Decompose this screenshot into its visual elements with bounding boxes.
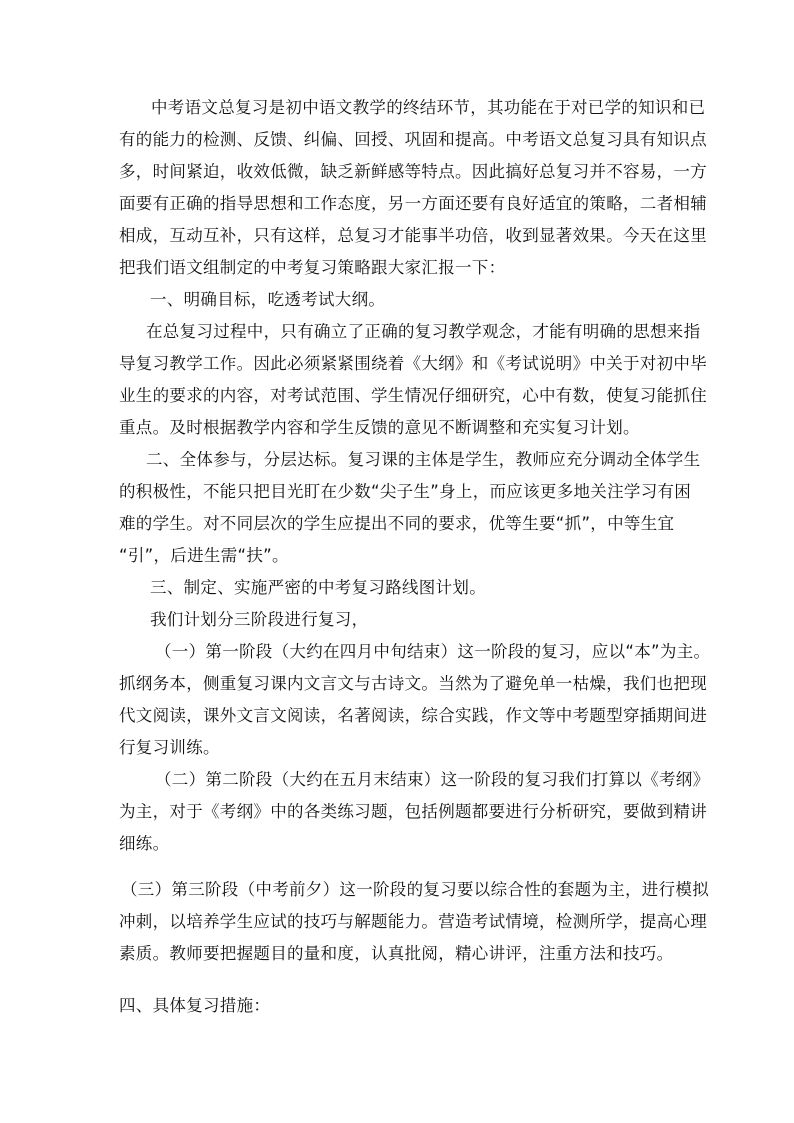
text-line: 难的学生。对不同层次的学生应提出不同的要求，优等生要“抓”，中等生宜 [119,514,675,533]
section-heading: 一、明确目标，吃透考试大纲。 [150,290,386,309]
text-line: （一）第一阶段（大约在四月中旬结束）这一阶段的复习，应以“本”为主。 [155,642,711,661]
text-line: 细练。 [119,834,170,853]
section-heading: 三、制定、实施严密的中考复习路线图计划。 [150,578,486,597]
text-line: 面要有正确的指导思想和工作态度，另一方面还要有良好适宜的策略，二者相辅 [119,194,707,213]
text-line: 为主，对于《考纲》中的各类练习题，包括例题都要进行分析研究，要做到精讲 [119,802,707,821]
section-heading: 四、具体复习措施： [119,996,271,1015]
text-line: 代文阅读，课外文言文阅读，名著阅读，综合实践，作文等中考题型穿插期间进 [119,706,707,725]
text-line: 业生的要求的内容，对考试范围、学生情况仔细研究，心中有数，使复习能抓住 [119,386,707,405]
text-line: 素质。教师要把握题目的量和度，认真批阅，精心讲评，注重方法和技巧。 [119,944,674,963]
text-line: 相成，互动互补，只有这样，总复习才能事半功倍，收到显著效果。今天在这里 [119,226,707,245]
text-line: 多，时间紧迫，收效低微，缺乏新鲜感等特点。因此搞好总复习并不容易，一方 [119,162,707,181]
text-line: 行复习训练。 [119,738,220,757]
text-line: 在总复习过程中，只有确立了正确的复习教学观念，才能有明确的思想来指 [146,322,701,341]
text-line: 导复习教学工作。因此必须紧紧围绕着《大纲》和《考试说明》中关于对初中毕 [119,354,707,373]
text-line: （三）第三阶段（中考前夕）这一阶段的复习要以综合性的套题为主，进行模拟 [121,880,709,899]
text-line: 冲刺，以培养学生应试的技巧与解题能力。营造考试情境，检测所学，提高心理 [119,912,707,931]
text-line: “引”，后进生需“扶”。 [119,546,289,565]
text-line: 把我们语文组制定的中考复习策略跟大家汇报一下： [119,258,506,277]
text-line: 有的能力的检测、反馈、纠偏、回授、巩固和提高。中考语文总复习具有知识点 [119,130,707,149]
text-line: 的积极性，不能只把目光盯在少数“尖子生”身上，而应该更多地关注学习有困 [119,482,692,501]
text-line: 我们计划分三阶段进行复习， [150,610,369,629]
text-line: （二）第二阶段（大约在五月末结束）这一阶段的复习我们打算以《考纲》 [155,770,710,789]
text-line: 中考语文总复习是初中语文教学的终结环节，其功能在于对已学的知识和已 [151,98,706,117]
text-line: 抓纲务本，侧重复习课内文言文与古诗文。当然为了避免单一枯燥，我们也把现 [119,674,707,693]
text-line: 重点。及时根据教学内容和学生反馈的意见不断调整和充实复习计划。 [119,418,640,437]
section-heading: 二、全体参与，分层达标。复习课的主体是学生，教师应充分调动全体学生 [146,450,701,469]
